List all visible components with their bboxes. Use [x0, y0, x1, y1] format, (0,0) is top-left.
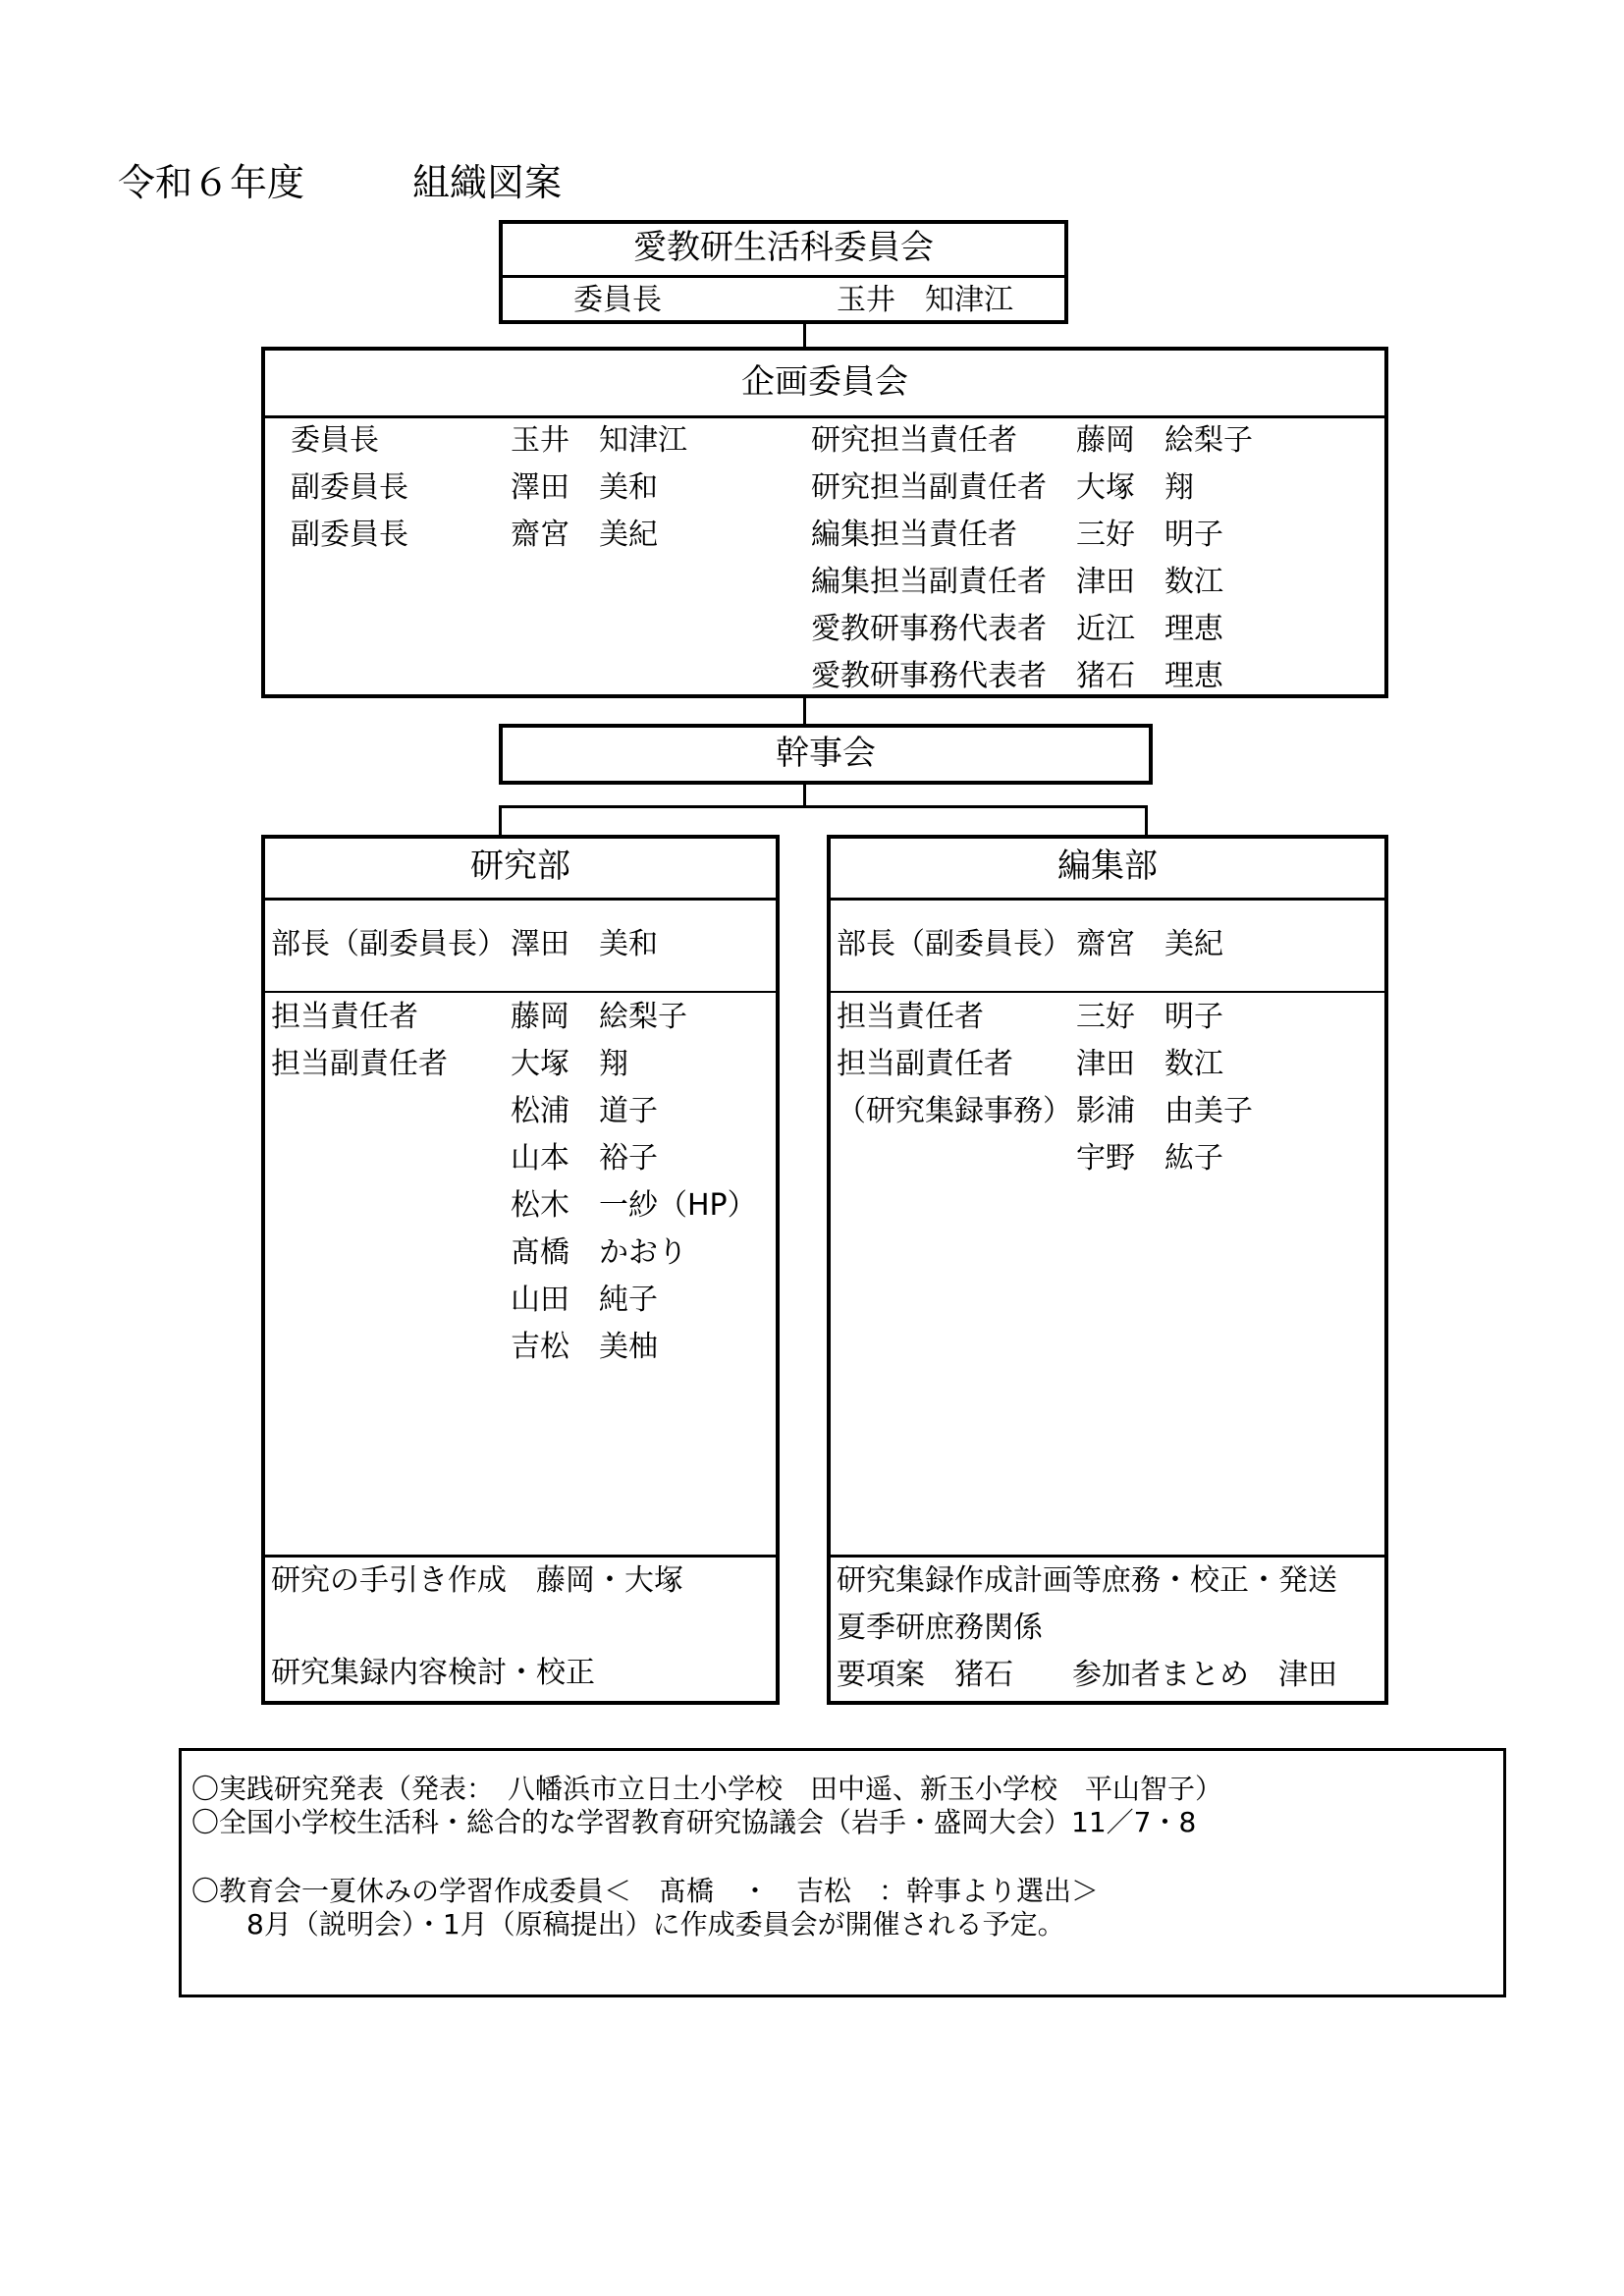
notes-box	[179, 1748, 1506, 1997]
note-line: 8月（説明会）・1月（原稿提出）に作成委員会が開催される予定。	[191, 1908, 1065, 1941]
editing-dept-name: 編集部	[1057, 847, 1158, 886]
top-committee-role: 委員長	[573, 283, 662, 317]
note-line: 〇教育会一夏休みの学習作成委員＜ 髙橋 ・ 吉松 ：幹事より選出＞	[191, 1875, 1100, 1907]
divider	[827, 1555, 1388, 1558]
planning-right-role: 研究担当副責任者	[811, 470, 1047, 505]
planning-left-role: 委員長	[291, 423, 379, 458]
research-member-person: 大塚 翔	[511, 1047, 628, 1081]
editing-member-role: 担当副責任者	[837, 1047, 1013, 1081]
editing-head-person: 齋宮 美紀	[1076, 927, 1223, 961]
research-member-person: 山田 純子	[511, 1283, 658, 1317]
planning-right-person: 三好 明子	[1076, 518, 1223, 552]
planning-right-person: 大塚 翔	[1076, 470, 1194, 505]
research-member-person: 松木 一紗（HP）	[511, 1188, 757, 1223]
research-member-person: 藤岡 絵梨子	[511, 1000, 687, 1034]
planning-right-role: 編集担当副責任者	[811, 565, 1047, 599]
planning-right-person: 津田 数江	[1076, 565, 1223, 599]
divider	[261, 1555, 780, 1558]
editing-member-role: （研究集録事務）	[837, 1094, 1072, 1128]
divider	[261, 991, 780, 993]
connector-line	[803, 698, 806, 726]
divider	[827, 898, 1388, 901]
page-chart-title: 組織図案	[412, 161, 563, 204]
research-member-person: 髙橋 かおり	[511, 1235, 687, 1270]
editing-member-person: 影浦 由美子	[1076, 1094, 1253, 1128]
editing-member-person: 宇野 紘子	[1076, 1141, 1223, 1175]
top-committee-box	[499, 220, 1068, 324]
planning-right-person: 猪石 理恵	[1076, 659, 1223, 693]
page-year-title: 令和６年度	[118, 161, 305, 204]
planning-right-person: 藤岡 絵梨子	[1076, 423, 1253, 458]
research-member-role: 担当副責任者	[271, 1047, 448, 1081]
planning-left-person: 澤田 美和	[511, 470, 658, 505]
divider	[261, 415, 1388, 418]
planning-right-person: 近江 理恵	[1076, 612, 1223, 646]
research-member-person: 吉松 美柚	[511, 1330, 658, 1364]
planning-right-role: 愛教研事務代表者	[811, 659, 1047, 693]
planning-left-role: 副委員長	[291, 470, 408, 505]
secretariat-name: 幹事会	[776, 734, 876, 773]
planning-left-person: 玉井 知津江	[511, 423, 687, 458]
research-dept-name: 研究部	[470, 847, 570, 886]
research-head-role: 部長（副委員長）	[271, 927, 507, 961]
editing-task: 研究集録作成計画等庶務・校正・発送	[837, 1563, 1337, 1598]
research-task: 研究の手引き作成 藤岡・大塚	[271, 1563, 683, 1598]
connector-line	[499, 805, 502, 837]
research-head-person: 澤田 美和	[511, 927, 658, 961]
editing-task: 夏季研庶務関係	[837, 1611, 1043, 1645]
research-member-role: 担当責任者	[271, 1000, 418, 1034]
note-line: 〇全国小学校生活科・総合的な学習教育研究協議会（岩手・盛岡大会）11／7・8	[191, 1806, 1197, 1838]
research-member-person: 松浦 道子	[511, 1094, 658, 1128]
editing-member-person: 津田 数江	[1076, 1047, 1223, 1081]
editing-member-person: 三好 明子	[1076, 1000, 1223, 1034]
research-member-person: 山本 裕子	[511, 1141, 658, 1175]
research-dept-box	[261, 835, 780, 1705]
planning-right-role: 編集担当責任者	[811, 518, 1017, 552]
note-line: 〇実践研究発表（発表： 八幡浜市立日土小学校 田中遥、新玉小学校 平山智子）	[191, 1773, 1223, 1805]
planning-right-role: 研究担当責任者	[811, 423, 1017, 458]
planning-left-person: 齋宮 美紀	[511, 518, 658, 552]
divider	[827, 991, 1388, 993]
planning-right-role: 愛教研事務代表者	[811, 612, 1047, 646]
planning-left-role: 副委員長	[291, 518, 408, 552]
connector-line	[499, 805, 1147, 808]
divider	[261, 898, 780, 901]
divider	[499, 275, 1068, 278]
editing-head-role: 部長（副委員長）	[837, 927, 1072, 961]
top-committee-name: 愛教研生活科委員会	[633, 228, 934, 267]
planning-committee-name: 企画委員会	[741, 362, 908, 402]
research-task: 研究集録内容検討・校正	[271, 1656, 595, 1690]
secretariat-box	[499, 724, 1153, 785]
connector-line	[1145, 805, 1148, 837]
editing-member-role: 担当責任者	[837, 1000, 984, 1034]
editing-task: 要項案 猪石 参加者まとめ 津田	[837, 1658, 1337, 1692]
planning-committee-box	[261, 347, 1388, 698]
top-committee-person: 玉井 知津江	[837, 283, 1013, 317]
editing-dept-box	[827, 835, 1388, 1705]
